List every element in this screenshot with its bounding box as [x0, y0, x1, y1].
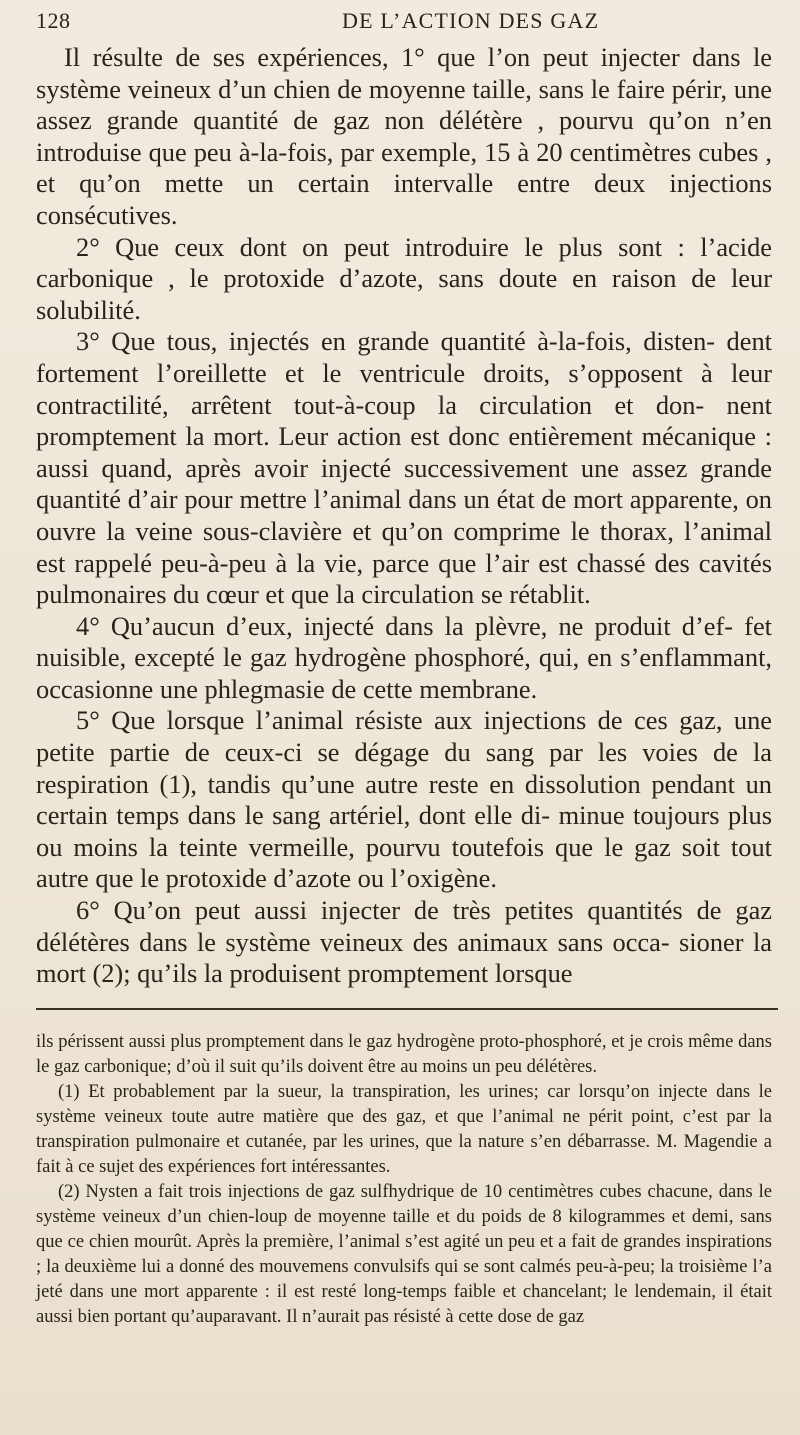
paragraph-4: 4° Qu’aucun d’eux, injecté dans la plèvre, ne produit d’ef- fet nuisible, excepté le gaz hydrogène phosphoré, qui, en s’enflammant, occasionne une phlegmasie de cette membrane. — [36, 610, 772, 704]
footnote-2: (2) Nysten a fait trois injections de gaz sulfhydrique de 10 centimètres cubes chacune, dans le système veineux d’un chien-loup de moyenne taille et du poids de 8 kilogrammes et demi, sans que ce chien mourût. Après la première, l’animal s’est agité un peu et a fait de grandes inspirations ; la deuxième lui a donné des mouvemens convulsifs qui se sont calmés peu-à-peu; la troisième l’a jeté dans une mort apparente : il est resté long-temps faible et chancelant; le lendemain, il était aussi bien portant qu’auparavant. Il n’aurait pas résisté à cette dose de gaz — [36, 1181, 772, 1327]
footnote-continuation: ils périssent aussi plus promptement dans le gaz hydrogène proto-phosphoré, et je crois même dans le gaz carbonique; d’où il suit qu’ils doivent être au moins un peu délétères. — [36, 1031, 772, 1077]
footnotes — [36, 1030, 772, 1330]
paragraph-5: 5° Que lorsque l’animal résiste aux injections de ces gaz, une petite partie de ceux-ci se dégage du sang par les voies de la respiration (1), tandis qu’une autre reste en dissolution pendant un certain temps dans le sang artériel, dont elle di- minue toujours plus ou moins la teinte vermeille, pourvu toutefois que le gaz soit tout autre que le protoxide d’azote ou l’oxigène. — [36, 705, 772, 894]
paragraph-6: 6° Qu’on peut aussi injecter de très petites quantités de gaz délétères dans le système veineux des animaux sans occa- sioner la mort (2); qu’ils la produisent promptement lorsque — [36, 895, 772, 989]
paragraph-2: 2° Que ceux dont on peut introduire le plus sont : l’acide carbonique , le protoxide d’azote, sans doute en raison de leur solubilité. — [36, 231, 772, 325]
paragraph-3: 3° Que tous, injectés en grande quantité à-la-fois, disten- dent fortement l’oreillette et le ventricule droits, s’opposent à leur contractilité, arrêtent tout-à-coup la circulation et don- nent promptement la mort. Leur action est donc entièrement mécanique : aussi quand, après avoir injecté successivement une assez grande quantité d’air pour mettre l’animal dans un état de mort apparente, on ouvre la veine sous-clavière et qu’on comprime le thorax, l’animal est rappelé peu-à-peu à la vie, parce que l’air est chassé des cavités pulmonaires du cœur et que la circulation se rétablit. — [36, 326, 772, 610]
page-header — [36, 0, 772, 38]
paragraph-intro: Il résulte de ses expériences, 1° que l’on peut injecter dans le système veineux d’un chien de moyenne taille, sans le faire périr, une assez grande quantité de gaz non délétère , pourvu qu’on n’en introduise que peu à-la-fois, par exemple, 15 à 20 centimètres cubes , et qu’on mette un certain intervalle entre deux injections consécutives. — [36, 42, 772, 230]
footnote-1: (1) Et probablement par la sueur, la transpiration, les urines; car lorsqu’on injecte dans le système veineux toute autre matière que des gaz, et que l’animal ne périt point, c’est par la transpiration pulmonaire et cutanée, par les urines, que la nature s’en débarrasse. M. Magendie a fait à ce sujet des expériences fort intéressantes. — [36, 1081, 772, 1177]
page-number: 128 — [36, 8, 71, 33]
main-text — [36, 42, 772, 990]
running-title: DE L’ACTION DES GAZ — [342, 8, 600, 33]
footnote-divider — [36, 1008, 778, 1010]
